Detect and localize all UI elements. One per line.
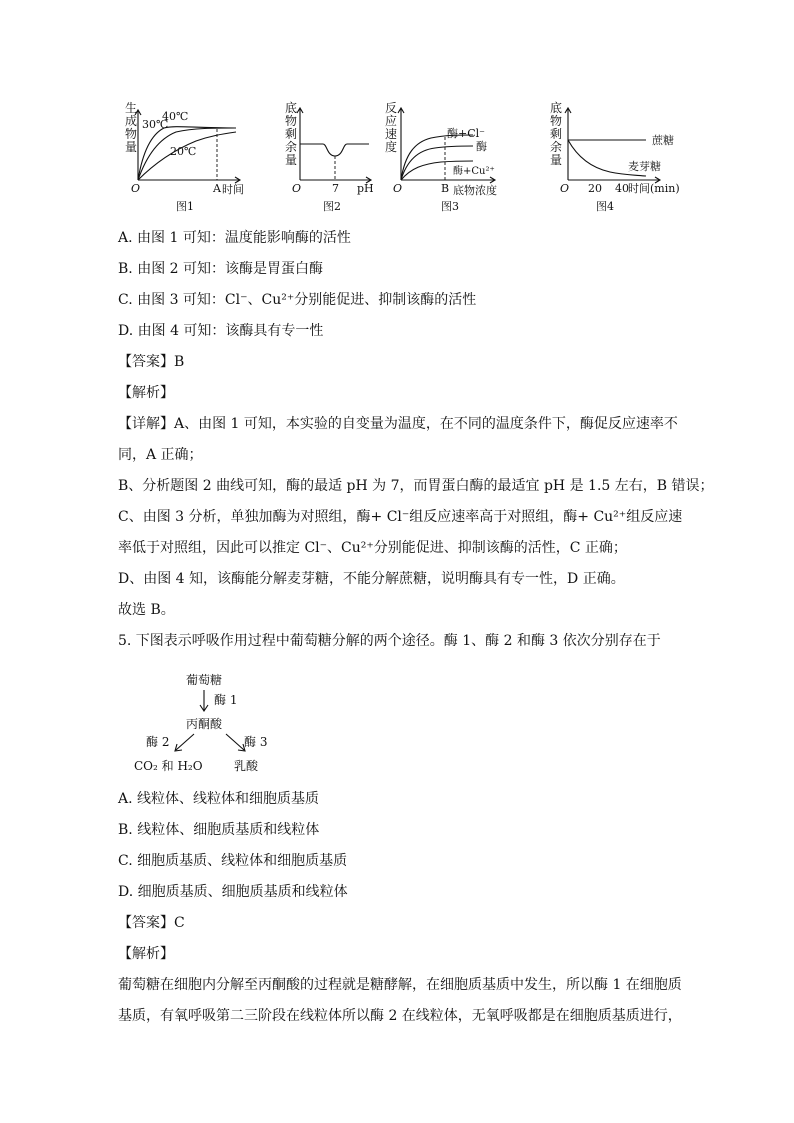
fig2-origin: O — [292, 182, 302, 195]
q4-explanation-line-2: 同，A 正确； — [118, 447, 203, 463]
fig1-ylabel-1: 生 — [125, 101, 138, 115]
diagram-pyruvate: 丙酮酸 — [186, 717, 223, 731]
diagram-enzyme-2: 酶 2 — [146, 735, 170, 749]
figure-2 — [283, 98, 383, 218]
figure-4 — [548, 98, 693, 218]
fig2-caption: 图2 — [323, 200, 341, 213]
q5-explanation-line-1: 葡萄糖在细胞内分解至丙酮酸的过程就是糖酵解，在细胞质基质中发生，所以酶 1 在细胞质 — [118, 977, 682, 993]
fig2-ylabel-1: 底 — [285, 101, 298, 115]
q5-option-d: D. 细胞质基质、细胞质基质和线粒体 — [118, 884, 348, 900]
fig3-ylabel-3: 速 — [385, 127, 398, 141]
fig2-ylabel-4: 余 — [285, 140, 298, 154]
q4-explanation-line-1: 【详解】A、由图 1 可知，本实验的自变量为温度，在不同的温度条件下，酶促反应速率不 — [118, 416, 678, 432]
fig3-label-enzyme: 酶 — [476, 140, 487, 153]
fig4-tick-40: 40 — [615, 182, 629, 195]
fig1-caption: 图1 — [176, 200, 194, 213]
diagram-product-left: CO₂ 和 H₂O — [134, 759, 203, 773]
fig1-ylabel-4: 量 — [125, 140, 138, 154]
fig4-ylabel-3: 剩 — [550, 127, 563, 141]
fig4-tick-20: 20 — [588, 182, 602, 195]
q4-option-b: B. 由图 2 可知：该酶是胃蛋白酶 — [118, 261, 323, 277]
fig4-xlabel: 时间(min) — [628, 182, 680, 195]
fig4-label-maltose: 麦芽糖 — [628, 160, 661, 173]
fig3-caption: 图3 — [441, 200, 459, 213]
fig4-ylabel-5: 量 — [550, 153, 563, 167]
fig4-ylabel-4: 余 — [550, 140, 563, 154]
fig2-x-mark: 7 — [332, 182, 339, 195]
q4-explanation-line-3: B、分析题图 2 曲线可知，酶的最适 pH 为 7，而胃蛋白酶的最适宜 pH 是 1.5 左右，B 错误； — [118, 478, 714, 494]
figure-3 — [383, 98, 508, 218]
q5-stem: 5. 下图表示呼吸作用过程中葡萄糖分解的两个途径。酶 1、酶 2 和酶 3 依次分别存在于 — [118, 633, 661, 649]
diagram-enzyme-1: 酶 1 — [214, 693, 238, 707]
q4-explanation-line-7: 故选 B。 — [118, 602, 175, 618]
fig3-ylabel-2: 应 — [385, 114, 398, 128]
fig2-xlabel: pH — [357, 182, 374, 195]
fig1-origin: O — [131, 182, 141, 195]
fig1-ylabel-2: 成 — [125, 114, 138, 128]
fig3-x-mark: B — [441, 182, 450, 195]
fig4-origin: O — [560, 182, 570, 195]
q5-explanation-line-2: 基质，有氧呼吸第二三阶段在线粒体所以酶 2 在线粒体，无氧呼吸都是在细胞质基质进行， — [118, 1008, 682, 1024]
fig1-x-mark: A — [213, 182, 221, 195]
fig2-ylabel-2: 物 — [285, 114, 298, 128]
fig2-ylabel-3: 剩 — [285, 127, 298, 141]
diagram-glucose: 葡萄糖 — [186, 673, 223, 687]
fig1-label-40c: 40℃ — [162, 110, 189, 123]
diagram-arrow-down — [200, 690, 208, 711]
fig4-ylabel-1: 底 — [550, 101, 563, 115]
q5-answer: 【答案】C — [118, 915, 185, 931]
diagram-arrow-left — [175, 734, 194, 751]
fig3-label-cl: 酶+Cl⁻ — [447, 127, 485, 140]
q4-option-a: A. 由图 1 可知：温度能影响酶的活性 — [118, 230, 351, 246]
fig1-label-20c: 20℃ — [170, 145, 197, 158]
diagram-arrow-right — [226, 734, 245, 751]
fig4-caption: 图4 — [596, 200, 614, 213]
fig4-ylabel-2: 物 — [550, 114, 563, 128]
q5-option-c: C. 细胞质基质、线粒体和细胞质基质 — [118, 853, 348, 869]
q4-option-d: D. 由图 4 可知：该酶具有专一性 — [118, 323, 324, 339]
fig1-xlabel: 时间 — [222, 183, 244, 196]
fig3-ylabel-1: 反 — [385, 101, 398, 115]
diagram-enzyme-3: 酶 3 — [244, 735, 268, 749]
q4-analysis-label: 【解析】 — [118, 385, 174, 401]
fig2-curve — [300, 144, 369, 156]
fig3-label-cu: 酶+Cu²⁺ — [453, 166, 495, 177]
fig2-ylabel-5: 量 — [285, 153, 298, 167]
fig3-ylabel-4: 度 — [385, 140, 398, 154]
fig3-origin: O — [393, 182, 403, 195]
q4-explanation-line-4: C、由图 3 分析，单独加酶为对照组，酶+ Cl⁻组反应速率高于对照组，酶+ Cu²⁺组反应速 — [118, 509, 683, 525]
fig1-ylabel-3: 物 — [125, 127, 138, 141]
q4-explanation-line-5: 率低于对照组，因此可以推定 Cl⁻、Cu²⁺分别能促进、抑制该酶的活性，C 正确； — [118, 540, 627, 556]
respiration-pathway-diagram — [130, 668, 290, 778]
fig4-label-sucrose: 蔗糖 — [652, 134, 674, 147]
q5-option-b: B. 线粒体、细胞质基质和线粒体 — [118, 822, 320, 838]
q5-analysis-label: 【解析】 — [118, 946, 174, 962]
diagram-product-right: 乳酸 — [234, 759, 259, 773]
fig3-xlabel: 底物浓度 — [453, 184, 497, 197]
q4-option-c: C. 由图 3 可知：Cl⁻、Cu²⁺分别能促进、抑制该酶的活性 — [118, 292, 477, 308]
q4-answer: 【答案】B — [118, 354, 185, 370]
q4-explanation-line-6: D、由图 4 知，该酶能分解麦芽糖，不能分解蔗糖，说明酶具有专一性，D 正确。 — [118, 571, 625, 587]
figure-1 — [118, 98, 263, 218]
q5-option-a: A. 线粒体、线粒体和细胞质基质 — [118, 791, 320, 807]
fig1-label-30c: 30℃ — [142, 118, 169, 131]
